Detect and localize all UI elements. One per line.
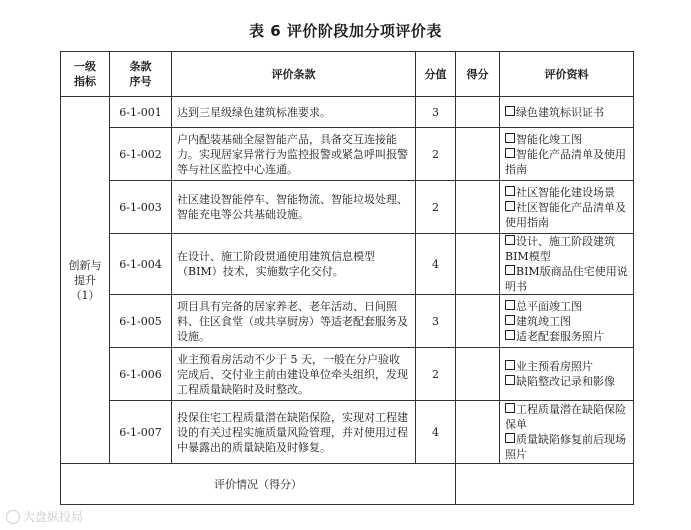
criteria-text: 在设计、施工阶段贯通使用建筑信息模型（BIM）技术，实施数字化交付。 xyxy=(172,234,416,295)
checkbox-icon xyxy=(505,186,515,196)
doc-item-label: BIM版商品住宅使用说明书 xyxy=(505,265,628,293)
doc-item-label: 社区智能化产品清单及使用指南 xyxy=(505,200,626,229)
doc-item-label: 绿色建筑标识证书 xyxy=(516,105,604,119)
header-docs: 评价资料 xyxy=(500,52,634,97)
docs-cell xyxy=(500,401,634,464)
doc-item xyxy=(505,264,628,294)
checkbox-icon xyxy=(505,360,515,370)
doc-item xyxy=(505,132,628,147)
table-row xyxy=(61,348,634,401)
score-value: 4 xyxy=(416,234,456,295)
checkbox-icon xyxy=(505,300,515,310)
score-value: 2 xyxy=(416,181,456,234)
criteria-text: 投保住宅工程质量潜在缺陷保险，实现对工程建设的有关过程实施质量风险管理，并对使用过程中暴露出的质量缺陷及时修复。 xyxy=(172,401,416,464)
checkbox-icon xyxy=(505,235,515,245)
header-indicator xyxy=(61,52,110,97)
got-score-cell xyxy=(456,295,500,348)
header-score: 分值 xyxy=(416,52,456,97)
table-row xyxy=(61,181,634,234)
footer-row xyxy=(61,464,634,505)
criteria-text: 户内配装基础全屋智能产品，具备交互连接能力。实现居家异常行为监控报警或紧急呼叫报警等与社区监控中心连通。 xyxy=(172,128,416,181)
table-row xyxy=(61,128,634,181)
checkbox-icon xyxy=(505,433,515,443)
checkbox-icon xyxy=(505,330,515,340)
doc-item xyxy=(505,147,628,177)
doc-item-label: 质量缺陷修复前后现场照片 xyxy=(505,433,626,461)
docs-cell xyxy=(500,234,634,295)
watermark-text: 大盘纵投局 xyxy=(23,510,84,524)
doc-item-label: 建筑竣工图 xyxy=(516,314,571,328)
score-value: 3 xyxy=(416,295,456,348)
score-value: 4 xyxy=(416,401,456,464)
footer-label: 评价情况（得分） xyxy=(61,464,456,505)
doc-item xyxy=(505,359,628,374)
watermark-logo-icon xyxy=(6,510,20,524)
header-code-line1: 条款 xyxy=(129,60,152,73)
got-score-cell xyxy=(456,181,500,234)
clause-code: 6-1-006 xyxy=(110,348,172,401)
doc-item-label: 适老配套服务照片 xyxy=(516,329,604,343)
doc-item-label: 工程质量潜在缺陷保险保单 xyxy=(505,403,626,431)
docs-cell xyxy=(500,295,634,348)
clause-code: 6-1-005 xyxy=(110,295,172,348)
table-row xyxy=(61,295,634,348)
doc-item-label: 设计、施工阶段建筑BIM模型 xyxy=(505,235,615,263)
score-value: 2 xyxy=(416,128,456,181)
doc-item xyxy=(505,200,628,230)
header-got: 得分 xyxy=(456,52,500,97)
indicator-line2: 提升 xyxy=(74,273,96,287)
checkbox-icon xyxy=(505,106,515,116)
got-score-cell xyxy=(456,234,500,295)
doc-item-label: 智能化竣工图 xyxy=(516,132,582,146)
got-score-cell xyxy=(456,348,500,401)
doc-item xyxy=(505,329,628,344)
doc-item xyxy=(505,299,628,314)
evaluation-table xyxy=(60,51,634,505)
score-value: 3 xyxy=(416,97,456,128)
table-title: 表 6 评价阶段加分项评价表 xyxy=(249,22,442,40)
got-score-cell xyxy=(456,401,500,464)
doc-item xyxy=(505,432,628,462)
docs-cell xyxy=(500,128,634,181)
doc-item-label: 总平面竣工图 xyxy=(516,299,582,313)
criteria-text: 社区建设智能停车、智能物流、智能垃圾处理、智能充电等公共基础设施。 xyxy=(172,181,416,234)
got-score-cell xyxy=(456,128,500,181)
header-code-line2: 序号 xyxy=(129,75,152,88)
watermark xyxy=(6,508,83,525)
checkbox-icon xyxy=(505,133,515,143)
docs-cell xyxy=(500,97,634,128)
doc-item xyxy=(505,374,628,389)
checkbox-icon xyxy=(505,403,515,413)
footer-score-cell xyxy=(456,464,634,505)
checkbox-icon xyxy=(505,148,515,158)
table-row xyxy=(61,97,634,128)
doc-item xyxy=(505,185,628,200)
docs-cell xyxy=(500,348,634,401)
doc-item-label: 缺陷整改记录和影像 xyxy=(516,375,615,388)
header-criteria: 评价条款 xyxy=(172,52,416,97)
criteria-text: 业主预看房活动不少于 5 天，一般在分户验收完成后、交付业主前由建设单位牵头组织，发现工程质量缺陷时及时整改。 xyxy=(172,348,416,401)
checkbox-icon xyxy=(505,315,515,325)
header-indicator-line1: 一级 xyxy=(74,60,96,73)
header-indicator-line2: 指标 xyxy=(74,75,96,88)
clause-code: 6-1-003 xyxy=(110,181,172,234)
doc-item-label: 智能化产品清单及使用指南 xyxy=(505,147,626,176)
doc-item xyxy=(505,105,628,120)
clause-code: 6-1-001 xyxy=(110,97,172,128)
header-row xyxy=(61,52,634,97)
criteria-text: 项目具有完备的居家养老、老年活动、日间照料、住区食堂（或共享厨房）等适老配套服务及设施。 xyxy=(172,295,416,348)
doc-item-label: 业主预看房照片 xyxy=(516,360,593,373)
checkbox-icon xyxy=(505,265,515,275)
clause-code: 6-1-004 xyxy=(110,234,172,295)
criteria-text: 达到三星级绿色建筑标准要求。 xyxy=(172,97,416,128)
doc-item xyxy=(505,402,628,432)
indicator-line1: 创新与 xyxy=(68,258,102,272)
clause-code: 6-1-002 xyxy=(110,128,172,181)
table-row xyxy=(61,234,634,295)
checkbox-icon xyxy=(505,375,515,385)
table-row xyxy=(61,401,634,464)
doc-item-label: 社区智能化建设场景 xyxy=(516,185,615,199)
checkbox-icon xyxy=(505,201,515,211)
got-score-cell xyxy=(456,97,500,128)
clause-code: 6-1-007 xyxy=(110,401,172,464)
docs-cell xyxy=(500,181,634,234)
doc-item xyxy=(505,314,628,329)
doc-item xyxy=(505,234,628,264)
indicator-line3: （1） xyxy=(70,288,100,302)
indicator-cell xyxy=(61,97,110,464)
score-value: 2 xyxy=(416,348,456,401)
header-code xyxy=(110,52,172,97)
